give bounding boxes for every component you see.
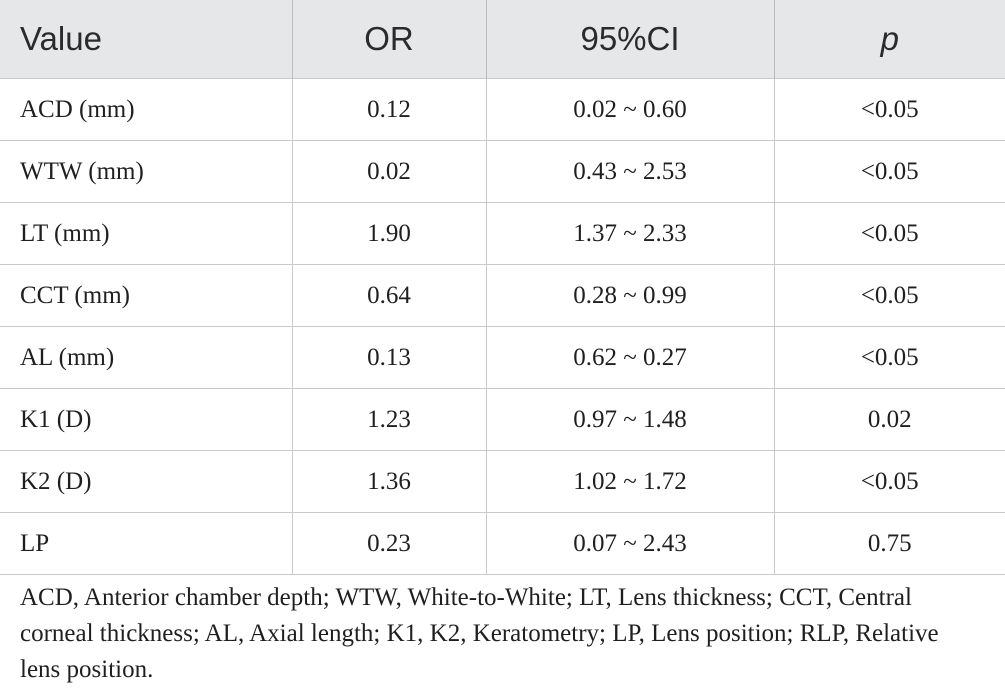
cell-p: 0.75	[774, 513, 1005, 575]
cell-or: 1.23	[292, 389, 486, 451]
cell-ci: 0.43 ~ 2.53	[486, 141, 774, 203]
cell-ci: 1.02 ~ 1.72	[486, 451, 774, 513]
cell-p: 0.02	[774, 389, 1005, 451]
cell-ci: 0.02 ~ 0.60	[486, 79, 774, 141]
cell-or: 0.13	[292, 327, 486, 389]
table-header-row	[0, 0, 1005, 79]
cell-ci: 0.07 ~ 2.43	[486, 513, 774, 575]
cell-p: <0.05	[774, 79, 1005, 141]
cell-or: 1.90	[292, 203, 486, 265]
header-95ci: 95%CI	[486, 0, 774, 79]
cell-or: 0.23	[292, 513, 486, 575]
cell-value: AL (mm)	[0, 327, 292, 389]
cell-value: LT (mm)	[0, 203, 292, 265]
header-or: OR	[292, 0, 486, 79]
cell-value: WTW (mm)	[0, 141, 292, 203]
table-footnote: ACD, Anterior chamber depth; WTW, White-to-White; LT, Lens thickness; CCT, Central corneal thickness; AL, Axial length; K1, K2, Keratometry; LP, Lens position; RLP, Relative lens position.	[20, 584, 939, 683]
cell-value: CCT (mm)	[0, 265, 292, 327]
header-p: p	[880, 20, 899, 57]
table-row	[0, 451, 1005, 513]
header-p-cell	[774, 0, 1005, 79]
table-row	[0, 389, 1005, 451]
cell-value: LP	[0, 513, 292, 575]
table-row	[0, 203, 1005, 265]
cell-value: ACD (mm)	[0, 79, 292, 141]
cell-or: 0.02	[292, 141, 486, 203]
cell-value: K1 (D)	[0, 389, 292, 451]
cell-p: <0.05	[774, 451, 1005, 513]
cell-p: <0.05	[774, 265, 1005, 327]
cell-or: 1.36	[292, 451, 486, 513]
cell-ci: 0.97 ~ 1.48	[486, 389, 774, 451]
cell-ci: 0.28 ~ 0.99	[486, 265, 774, 327]
cell-ci: 0.62 ~ 0.27	[486, 327, 774, 389]
header-value: Value	[0, 0, 292, 79]
cell-or: 0.12	[292, 79, 486, 141]
cell-or: 0.64	[292, 265, 486, 327]
table-row	[0, 327, 1005, 389]
table-row	[0, 513, 1005, 575]
table-row	[0, 141, 1005, 203]
table-row	[0, 79, 1005, 141]
cell-ci: 1.37 ~ 2.33	[486, 203, 774, 265]
cell-p: <0.05	[774, 141, 1005, 203]
cell-value: K2 (D)	[0, 451, 292, 513]
cell-p: <0.05	[774, 203, 1005, 265]
table-row	[0, 265, 1005, 327]
cell-p: <0.05	[774, 327, 1005, 389]
